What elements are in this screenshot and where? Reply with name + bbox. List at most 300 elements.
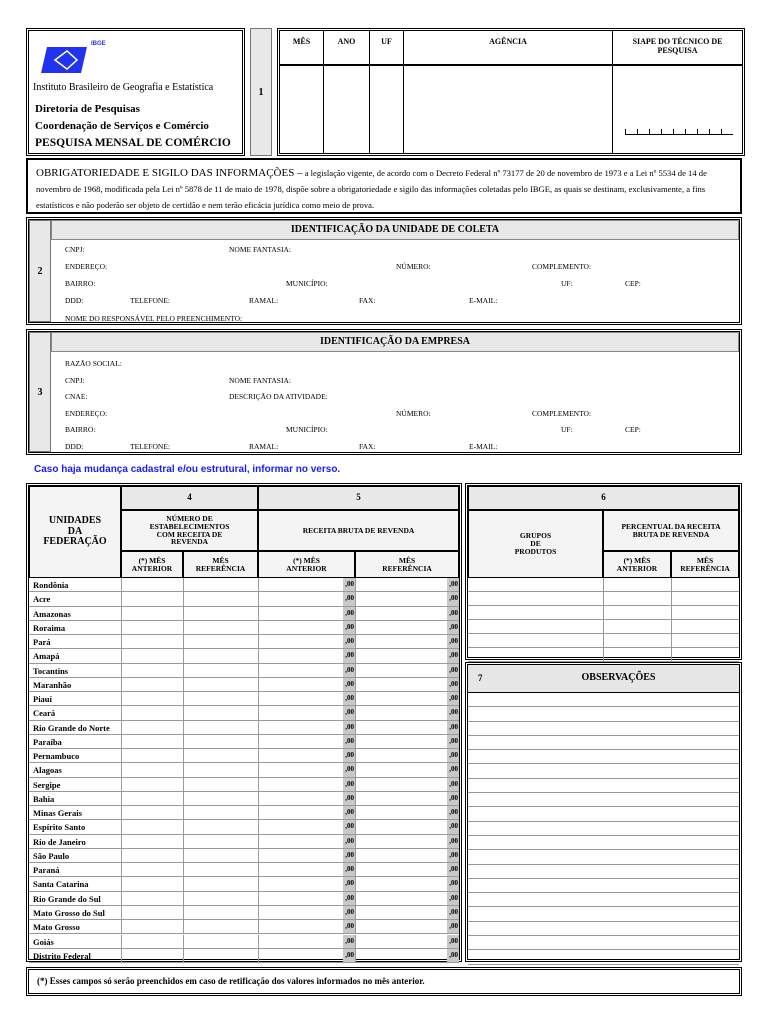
decimal-prev: ,00	[343, 877, 355, 890]
s4-prev-input[interactable]	[121, 863, 183, 876]
s5-prev-month: (*) MÊS ANTERIOR	[258, 551, 355, 578]
product-row[interactable]	[468, 606, 739, 620]
decimal-prev: ,00	[343, 892, 355, 905]
decimal-prev: ,00	[343, 635, 355, 648]
s5-prev-input[interactable]	[258, 835, 343, 848]
legal-title: OBRIGATORIEDADE E SIGILO DAS INFORMAÇÕES –	[36, 167, 303, 179]
uf-field[interactable]: UF:	[561, 425, 573, 434]
decimal-prev: ,00	[343, 621, 355, 634]
decimal-ref: ,00	[447, 892, 459, 905]
decimal-ref: ,00	[447, 635, 459, 648]
state-name: Amazonas	[33, 608, 71, 619]
col-agencia[interactable]: AGÊNCIA	[404, 31, 613, 153]
s4-prev-input[interactable]	[121, 578, 183, 591]
s4-ref-input[interactable]	[183, 607, 258, 620]
s5-prev-input[interactable]	[258, 664, 343, 677]
decimal-ref: ,00	[447, 664, 459, 677]
s5-ref-input[interactable]	[355, 635, 447, 648]
ddd-field[interactable]: DDD:	[65, 296, 84, 305]
observation-line[interactable]	[468, 922, 739, 936]
s4-ref-input[interactable]	[183, 835, 258, 848]
state-row	[29, 877, 459, 891]
fantasia-field[interactable]: NOME FANTASIA:	[229, 376, 291, 385]
email-field[interactable]: E-MAIL:	[469, 442, 498, 451]
section-6	[465, 483, 742, 660]
uf-field[interactable]: UF:	[561, 279, 573, 288]
decimal-prev: ,00	[343, 735, 355, 748]
decimal-ref: ,00	[447, 877, 459, 890]
s5-prev-input[interactable]	[258, 578, 343, 591]
section-2-tab: 2	[29, 220, 51, 322]
state-name: Acre	[33, 594, 51, 605]
state-name: Rondônia	[33, 580, 69, 590]
state-name: Tocantins	[33, 665, 69, 676]
s4-ref-input[interactable]	[183, 706, 258, 719]
section-3	[26, 329, 742, 455]
telefone-field[interactable]: TELEFONE:	[130, 296, 170, 305]
observation-line[interactable]	[468, 936, 739, 950]
observation-line[interactable]	[468, 950, 739, 964]
decimal-prev: ,00	[343, 749, 355, 762]
decimal-ref: ,00	[447, 792, 459, 805]
s4-prev-input[interactable]	[121, 706, 183, 719]
change-note: Caso haja mudança cadastral e/ou estrutural, informar no verso.	[34, 464, 341, 475]
s5-prev-input[interactable]	[258, 692, 343, 705]
uf-header: UNIDADES DA FEDERAÇÃO	[29, 486, 121, 578]
s5-prev-input[interactable]	[258, 763, 343, 776]
s5-ref-input[interactable]	[355, 592, 447, 605]
coordination: Coordenação de Serviços e Comércio	[35, 120, 209, 132]
s5-ref-input[interactable]	[355, 621, 447, 634]
state-row	[29, 892, 459, 906]
product-rows	[468, 578, 739, 657]
state-rows	[29, 578, 459, 963]
state-row	[29, 806, 459, 820]
complemento-field[interactable]: COMPLEMENTO:	[532, 409, 592, 418]
s4-prev-input[interactable]	[121, 763, 183, 776]
s5-ref-input[interactable]	[355, 935, 447, 948]
s5-prev-input[interactable]	[258, 935, 343, 948]
s5-prev-input[interactable]	[258, 735, 343, 748]
section-7-header	[468, 665, 739, 693]
decimal-ref: ,00	[447, 920, 459, 933]
s4-ref-month: MÊS REFERÊNCIA	[183, 551, 258, 578]
decimal-prev: ,00	[343, 806, 355, 819]
state-row	[29, 678, 459, 692]
observations-title: OBSERVAÇÕES	[581, 672, 656, 683]
decimal-ref: ,00	[447, 592, 459, 605]
razao-field[interactable]: RAZÃO SOCIAL:	[65, 359, 122, 368]
state-row	[29, 735, 459, 749]
s5-ref-input[interactable]	[355, 735, 447, 748]
header-box	[26, 28, 245, 156]
state-row	[29, 692, 459, 706]
s5-ref-input[interactable]	[355, 835, 447, 848]
state-name: Sergipe	[33, 779, 61, 790]
observation-line[interactable]	[468, 865, 739, 879]
s4-prev-input[interactable]	[121, 935, 183, 948]
siape-digit-boxes[interactable]	[625, 129, 733, 135]
s4-ref-input[interactable]	[183, 935, 258, 948]
observation-line[interactable]	[468, 765, 739, 779]
decimal-ref: ,00	[447, 621, 459, 634]
state-name: Distrito Federal	[33, 950, 91, 961]
s5-ref-input[interactable]	[355, 721, 447, 734]
establishments-header: NÚMERO DE ESTABELECIMENTOS COM RECEITA DE REVENDA	[121, 510, 258, 551]
state-name: Espírito Santo	[33, 822, 86, 833]
state-name: Paraná	[33, 865, 60, 876]
decimal-ref: ,00	[447, 906, 459, 919]
state-row	[29, 763, 459, 777]
responsavel-field[interactable]: NOME DO RESPONSÁVEL PELO PREENCHIMENTO:	[65, 314, 243, 323]
decimal-ref: ,00	[447, 749, 459, 762]
ibge-logo-icon	[41, 45, 91, 75]
state-name: Rio Grande do Sul	[33, 893, 101, 904]
decimal-ref: ,00	[447, 578, 459, 591]
state-name: Rio de Janeiro	[33, 836, 86, 847]
revenue-header: RECEITA BRUTA DE REVENDA	[258, 510, 459, 551]
state-name: Pernambuco	[33, 751, 80, 762]
decimal-ref: ,00	[447, 735, 459, 748]
s5-ref-input[interactable]	[355, 906, 447, 919]
legal-text: a legislação vigente, de acordo com o Decreto Federal nº 73177 de 20 de novembro de 1973 e a Lei nº 5534 de 14 de novembro de 1968, modificada pela Lei nº 5878 de 11 de maio de 1978, dispõe sobre a obrigatoriedade e sigilo das informações coletadas pelo IBGE, as quais se destinam, exclusivamente, a fins estatísticos e não poderão ser objeto de certidão e nem terão eficácia jurídica como meio de prova.	[36, 168, 707, 210]
product-row[interactable]	[468, 578, 739, 592]
s5-prev-input[interactable]	[258, 820, 343, 833]
state-row	[29, 664, 459, 678]
decimal-prev: ,00	[343, 763, 355, 776]
s4-ref-input[interactable]	[183, 792, 258, 805]
s4-ref-input[interactable]	[183, 664, 258, 677]
s4-ref-input[interactable]	[183, 892, 258, 905]
s5-ref-input[interactable]	[355, 664, 447, 677]
s5-prev-input[interactable]	[258, 906, 343, 919]
state-row	[29, 749, 459, 763]
s5-ref-input[interactable]	[355, 607, 447, 620]
observation-line[interactable]	[468, 779, 739, 793]
observation-line[interactable]	[468, 693, 739, 707]
state-row	[29, 607, 459, 621]
s4-prev-input[interactable]	[121, 820, 183, 833]
decimal-prev: ,00	[343, 863, 355, 876]
observation-line[interactable]	[468, 807, 739, 821]
decimal-ref: ,00	[447, 820, 459, 833]
municipio-field[interactable]: MUNICÍPIO:	[286, 279, 328, 288]
decimal-ref: ,00	[447, 649, 459, 662]
s5-prev-input[interactable]	[258, 635, 343, 648]
state-name: Ceará	[33, 708, 56, 719]
endereco-field[interactable]: ENDEREÇO:	[65, 262, 108, 271]
state-row	[29, 835, 459, 849]
s6-ref-month: MÊS REFERÊNCIA	[671, 551, 739, 578]
state-row	[29, 863, 459, 877]
s4-prev-input[interactable]	[121, 635, 183, 648]
decimal-ref: ,00	[447, 721, 459, 734]
decimal-ref: ,00	[447, 607, 459, 620]
section-4-number: 4	[121, 486, 258, 510]
s4-ref-input[interactable]	[183, 820, 258, 833]
state-name: Bahia	[33, 793, 55, 804]
state-row	[29, 706, 459, 720]
s4-ref-input[interactable]	[183, 906, 258, 919]
s4-prev-input[interactable]	[121, 735, 183, 748]
s5-ref-input[interactable]	[355, 863, 447, 876]
cep-field[interactable]: CEP:	[625, 279, 641, 288]
state-name: Roraima	[33, 622, 66, 633]
observation-line[interactable]	[468, 836, 739, 850]
s4-prev-input[interactable]	[121, 949, 183, 962]
decimal-prev: ,00	[343, 778, 355, 791]
s4-prev-input[interactable]	[121, 892, 183, 905]
s4-ref-input[interactable]	[183, 649, 258, 662]
bairro-field[interactable]: BAIRRO:	[65, 279, 96, 288]
state-name: Mato Grosso	[33, 922, 80, 933]
s5-ref-input[interactable]	[355, 678, 447, 691]
decimal-prev: ,00	[343, 935, 355, 948]
decimal-prev: ,00	[343, 678, 355, 691]
fantasia-field[interactable]: NOME FANTASIA:	[229, 245, 291, 254]
observation-line[interactable]	[468, 893, 739, 907]
decimal-prev: ,00	[343, 578, 355, 591]
directorate: Diretoria de Pesquisas	[35, 103, 140, 115]
state-name: Minas Gerais	[33, 808, 82, 819]
s5-ref-input[interactable]	[355, 692, 447, 705]
s5-ref-input[interactable]	[355, 763, 447, 776]
s4-ref-input[interactable]	[183, 849, 258, 862]
bairro-field[interactable]: BAIRRO:	[65, 425, 96, 434]
s4-ref-input[interactable]	[183, 949, 258, 962]
s6-prev-month: (*) MÊS ANTERIOR	[603, 551, 671, 578]
decimal-prev: ,00	[343, 592, 355, 605]
col-uf[interactable]: UF	[370, 31, 404, 153]
s4-prev-input[interactable]	[121, 721, 183, 734]
ramal-field[interactable]: RAMAL:	[249, 442, 279, 451]
cnpj-field[interactable]: CNPJ:	[65, 376, 85, 385]
s5-ref-input[interactable]	[355, 749, 447, 762]
numero-field[interactable]: NÚMERO:	[396, 262, 431, 271]
s5-prev-input[interactable]	[258, 678, 343, 691]
atividade-field[interactable]: DESCRIÇÃO DA ATIVIDADE:	[229, 392, 328, 401]
s5-prev-input[interactable]	[258, 877, 343, 890]
s4-ref-input[interactable]	[183, 763, 258, 776]
decimal-prev: ,00	[343, 849, 355, 862]
s4-prev-input[interactable]	[121, 607, 183, 620]
s4-ref-input[interactable]	[183, 721, 258, 734]
decimal-prev: ,00	[343, 664, 355, 677]
state-row	[29, 778, 459, 792]
s4-ref-input[interactable]	[183, 735, 258, 748]
decimal-prev: ,00	[343, 792, 355, 805]
product-row[interactable]	[468, 634, 739, 648]
section-6-number: 6	[468, 486, 739, 510]
s5-prev-input[interactable]	[258, 621, 343, 634]
s5-prev-input[interactable]	[258, 778, 343, 791]
s5-ref-input[interactable]	[355, 949, 447, 962]
s4-ref-input[interactable]	[183, 806, 258, 819]
numero-field[interactable]: NÚMERO:	[396, 409, 431, 418]
s5-prev-input[interactable]	[258, 607, 343, 620]
cnae-field[interactable]: CNAE:	[65, 392, 88, 401]
s4-prev-input[interactable]	[121, 749, 183, 762]
decimal-prev: ,00	[343, 920, 355, 933]
s5-ref-input[interactable]	[355, 877, 447, 890]
state-row	[29, 935, 459, 949]
s5-prev-input[interactable]	[258, 649, 343, 662]
s4-prev-input[interactable]	[121, 806, 183, 819]
institute-name: Instituto Brasileiro de Geografia e Estatística	[33, 82, 214, 93]
col-mes[interactable]: MÊS	[280, 31, 324, 153]
observation-lines[interactable]	[468, 693, 739, 959]
section-1-tab: 1	[250, 28, 272, 156]
decimal-prev: ,00	[343, 906, 355, 919]
s4-ref-input[interactable]	[183, 578, 258, 591]
ddd-field[interactable]: DDD:	[65, 442, 84, 451]
fax-field[interactable]: FAX:	[359, 296, 376, 305]
decimal-ref: ,00	[447, 706, 459, 719]
observation-line[interactable]	[468, 722, 739, 736]
s4-prev-input[interactable]	[121, 906, 183, 919]
observation-line[interactable]	[468, 879, 739, 893]
decimal-prev: ,00	[343, 721, 355, 734]
observation-line[interactable]	[468, 850, 739, 864]
state-row	[29, 792, 459, 806]
s5-ref-input[interactable]	[355, 820, 447, 833]
s5-ref-input[interactable]	[355, 778, 447, 791]
col-siape[interactable]: SIAPE DO TÉCNICO DE PESQUISA	[613, 31, 742, 153]
decimal-prev: ,00	[343, 607, 355, 620]
state-name: Goiás	[33, 936, 54, 947]
s5-ref-month: MÊS REFERÊNCIA	[355, 551, 459, 578]
survey-title: PESQUISA MENSAL DE COMÉRCIO	[35, 137, 231, 149]
observation-line[interactable]	[468, 750, 739, 764]
state-name: Santa Catarina	[33, 879, 89, 890]
s5-ref-input[interactable]	[355, 792, 447, 805]
s5-prev-input[interactable]	[258, 806, 343, 819]
s4-prev-input[interactable]	[121, 778, 183, 791]
cnpj-field[interactable]: CNPJ:	[65, 245, 85, 254]
s5-prev-input[interactable]	[258, 749, 343, 762]
state-row	[29, 820, 459, 834]
s5-ref-input[interactable]	[355, 806, 447, 819]
s4-ref-input[interactable]	[183, 621, 258, 634]
s5-prev-input[interactable]	[258, 792, 343, 805]
decimal-prev: ,00	[343, 835, 355, 848]
cep-field[interactable]: CEP:	[625, 425, 641, 434]
telefone-field[interactable]: TELEFONE:	[130, 442, 170, 451]
decimal-prev: ,00	[343, 649, 355, 662]
email-field[interactable]: E-MAIL:	[469, 296, 498, 305]
endereco-field[interactable]: ENDEREÇO:	[65, 409, 108, 418]
s4-ref-input[interactable]	[183, 877, 258, 890]
product-row[interactable]	[468, 620, 739, 634]
s4-prev-input[interactable]	[121, 692, 183, 705]
section-2-title: IDENTIFICAÇÃO DA UNIDADE DE COLETA	[51, 220, 739, 240]
s5-prev-input[interactable]	[258, 849, 343, 862]
state-name: Alagoas	[33, 765, 62, 776]
product-groups-header: GRUPOS DE PRODUTOS	[468, 510, 603, 578]
s5-prev-input[interactable]	[258, 920, 343, 933]
s4-prev-input[interactable]	[121, 835, 183, 848]
legal-notice	[26, 158, 742, 214]
state-name: Amapá	[33, 651, 60, 662]
s4-ref-input[interactable]	[183, 863, 258, 876]
municipio-field[interactable]: MUNICÍPIO:	[286, 425, 328, 434]
decimal-ref: ,00	[447, 692, 459, 705]
state-row	[29, 578, 459, 592]
decimal-prev: ,00	[343, 692, 355, 705]
s4-prev-input[interactable]	[121, 792, 183, 805]
s4-ref-input[interactable]	[183, 778, 258, 791]
fax-field[interactable]: FAX:	[359, 442, 376, 451]
decimal-ref: ,00	[447, 849, 459, 862]
s4-ref-input[interactable]	[183, 678, 258, 691]
revenue-table	[26, 483, 462, 962]
percent-header: PERCENTUAL DA RECEITA BRUTA DE REVENDA	[603, 510, 739, 551]
s4-ref-input[interactable]	[183, 692, 258, 705]
s5-ref-input[interactable]	[355, 920, 447, 933]
s5-ref-input[interactable]	[355, 649, 447, 662]
s4-prev-input[interactable]	[121, 849, 183, 862]
observation-line[interactable]	[468, 908, 739, 922]
product-row[interactable]	[468, 592, 739, 606]
decimal-ref: ,00	[447, 949, 459, 962]
s4-prev-input[interactable]	[121, 592, 183, 605]
s4-prev-input[interactable]	[121, 649, 183, 662]
s4-prev-input[interactable]	[121, 678, 183, 691]
state-name: Piauí	[33, 694, 52, 705]
state-row	[29, 949, 459, 963]
s5-ref-input[interactable]	[355, 849, 447, 862]
footer-note: (*) Esses campos só serão preenchidos em caso de retificação dos valores informados no mês anterior.	[26, 967, 742, 996]
s4-ref-input[interactable]	[183, 635, 258, 648]
s5-ref-input[interactable]	[355, 706, 447, 719]
decimal-ref: ,00	[447, 763, 459, 776]
s4-ref-input[interactable]	[183, 592, 258, 605]
s4-ref-input[interactable]	[183, 749, 258, 762]
decimal-ref: ,00	[447, 935, 459, 948]
state-name: Pará	[33, 637, 51, 648]
observation-line[interactable]	[468, 822, 739, 836]
observation-line[interactable]	[468, 793, 739, 807]
state-row	[29, 920, 459, 934]
s4-prev-input[interactable]	[121, 664, 183, 677]
s5-prev-input[interactable]	[258, 863, 343, 876]
s4-ref-input[interactable]	[183, 920, 258, 933]
state-name: Paraíba	[33, 736, 62, 747]
observation-line[interactable]	[468, 707, 739, 721]
s4-prev-input[interactable]	[121, 877, 183, 890]
s5-ref-input[interactable]	[355, 892, 447, 905]
complemento-field[interactable]: COMPLEMENTO:	[532, 262, 592, 271]
state-row	[29, 906, 459, 920]
state-row	[29, 721, 459, 735]
observation-line[interactable]	[468, 736, 739, 750]
state-name: São Paulo	[33, 850, 70, 861]
s4-prev-input[interactable]	[121, 621, 183, 634]
s4-prev-input[interactable]	[121, 920, 183, 933]
s5-prev-input[interactable]	[258, 949, 343, 962]
col-ano[interactable]: ANO	[324, 31, 370, 153]
s5-ref-input[interactable]	[355, 578, 447, 591]
s5-prev-input[interactable]	[258, 592, 343, 605]
s5-prev-input[interactable]	[258, 892, 343, 905]
state-row	[29, 621, 459, 635]
s5-prev-input[interactable]	[258, 706, 343, 719]
state-row	[29, 592, 459, 606]
ramal-field[interactable]: RAMAL:	[249, 296, 279, 305]
control-table	[277, 28, 745, 156]
s5-prev-input[interactable]	[258, 721, 343, 734]
product-row[interactable]	[468, 648, 739, 662]
